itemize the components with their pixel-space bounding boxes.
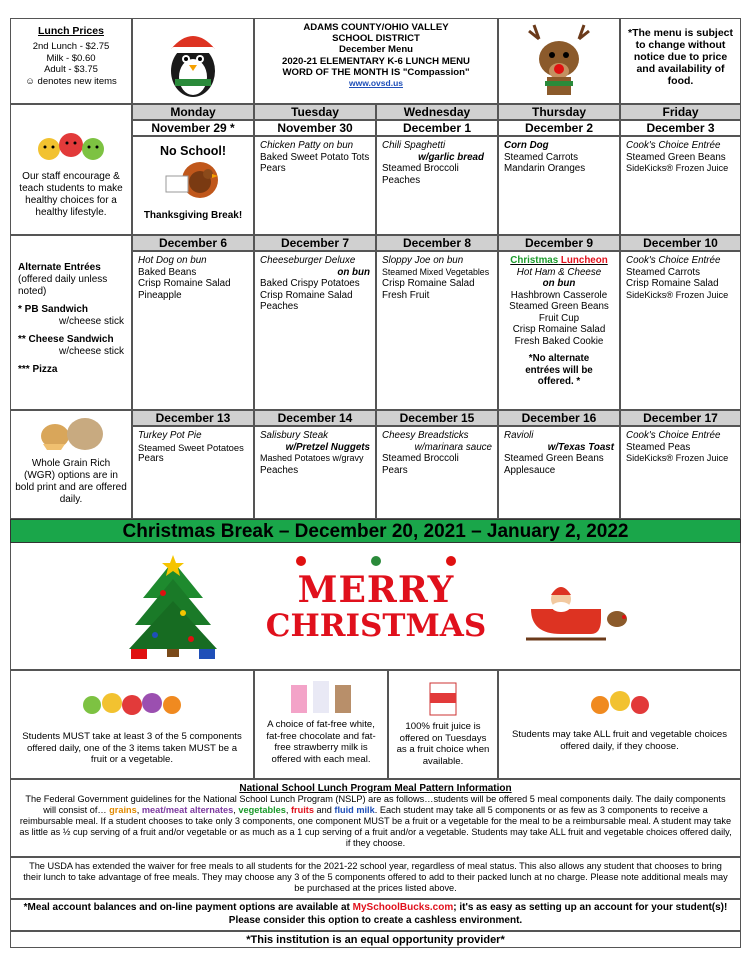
menu-notice: *The menu is subject to change without notice due to price and availability of food. bbox=[620, 18, 741, 104]
menu-item: Fruit Cup bbox=[538, 312, 580, 324]
nslp-section: National School Lunch Program Meal Pattern Information The Federal Government guidelines for the National School Lunch Program (NSLP) are as follows…students will be offered 5 meal components daily. The daily components will consist of… grains, meat/meat alternates, vegetables, fruits and fluid milk. Each student may take all 5 components or as few as 3 components to receive a reimbursable meal. If a student chooses to take only 3 components, one component MUST be a fruit or a vegetable for the meal to be a reimbursable meal. A student may take as little as ½ cup serving of a fruit and/or vegetable or as much as a 1 cup serving of a fruit and/or a vegetable. Students may take ALL fruit and vegetable choices offered daily, if they choose. bbox=[10, 779, 741, 857]
menu-item: Hashbrown Casserole bbox=[510, 289, 608, 301]
menu-dec3 bbox=[620, 136, 741, 235]
fruit-characters-icon bbox=[11, 121, 131, 171]
meal-account-notice bbox=[10, 899, 741, 931]
date-dec6: December 6 bbox=[132, 235, 254, 251]
lunch-prices-title: Lunch Prices bbox=[38, 25, 104, 37]
menu-item: Cook's Choice Entrée bbox=[626, 255, 721, 266]
components-rule: Students MUST take at least 3 of the 5 components offered daily, one of the 3 items taken MUST be a fruit or a vegetable. bbox=[22, 731, 242, 765]
menu-item: Hot Dog on bun bbox=[138, 255, 207, 266]
menu-item: Crisp Romaine Salad bbox=[138, 278, 231, 289]
christmas-tree-icon bbox=[123, 553, 223, 661]
menu-dec16 bbox=[498, 426, 620, 519]
info-milk bbox=[254, 670, 388, 779]
thanksgiving-note: Thanksgiving Break! bbox=[143, 209, 243, 221]
no-school-title: No School! bbox=[160, 144, 226, 158]
christmas-luncheon-title-a: Christmas bbox=[510, 255, 559, 266]
menu-item: SideKicks® Frozen Juice bbox=[626, 289, 729, 300]
christmas-images-row bbox=[10, 543, 741, 670]
veggie-group-icon bbox=[580, 677, 660, 721]
menu-item: Cook's Choice Entrée bbox=[626, 140, 721, 151]
alt-option-1: * PB Sandwich bbox=[18, 304, 89, 315]
menu-item: Steamed Carrots bbox=[504, 151, 579, 163]
menu-item: Pineapple bbox=[138, 289, 182, 301]
turkey-icon bbox=[138, 158, 248, 204]
date-dec13: December 13 bbox=[132, 410, 254, 426]
menu-item: on bun bbox=[542, 278, 576, 289]
menu-dec15 bbox=[376, 426, 498, 519]
menu-dec10 bbox=[620, 251, 741, 410]
menu-item: Steamed Carrots bbox=[626, 266, 701, 278]
date-dec1: December 1 bbox=[376, 120, 498, 136]
menu-item: Peaches bbox=[260, 301, 299, 312]
district-header bbox=[254, 18, 498, 104]
menu-dec8 bbox=[376, 251, 498, 410]
week1-side-cell bbox=[10, 104, 132, 235]
wgr-box bbox=[10, 410, 132, 519]
menu-item: Steamed Sweet Potatoes bbox=[138, 441, 244, 453]
menu-item: Baked Crispy Potatoes bbox=[260, 278, 360, 289]
new-items-note: ☺ denotes new items bbox=[25, 75, 117, 87]
menu-item: w/marinara sauce bbox=[414, 441, 492, 453]
merry-christmas-graphic bbox=[261, 551, 491, 663]
menu-item: SideKicks® Frozen Juice bbox=[626, 163, 729, 173]
fruit-veg-info: Students may take ALL fruit and vegetable choices offered daily, if they choose. bbox=[511, 729, 728, 752]
date-dec3: December 3 bbox=[620, 120, 741, 136]
district-name-2: SCHOOL DISTRICT bbox=[332, 33, 420, 45]
lunch-prices-box bbox=[10, 18, 132, 104]
menu-nov29 bbox=[132, 136, 254, 235]
comp-milk: fluid milk bbox=[334, 805, 375, 815]
info-juice bbox=[388, 670, 498, 779]
no-alternates-note: *No alternate entrées will be offered. * bbox=[525, 353, 593, 387]
reindeer-image bbox=[498, 18, 620, 104]
menu-dec17 bbox=[620, 426, 741, 519]
menu-item: Turkey Pot Pie bbox=[138, 430, 202, 441]
menu-item: Steamed Green Beans bbox=[504, 453, 604, 464]
holly-icon bbox=[261, 551, 491, 571]
alt-option-1-detail: w/cheese stick bbox=[58, 316, 124, 327]
menu-item: w/Pretzel Nuggets bbox=[285, 441, 370, 453]
menu-item: Steamed Green Beans bbox=[626, 151, 726, 163]
menu-item: SideKicks® Frozen Juice bbox=[626, 453, 729, 463]
alt-option-3: *** Pizza bbox=[18, 364, 58, 375]
day-monday: Monday bbox=[132, 104, 254, 120]
grain-icon bbox=[15, 414, 127, 454]
menu-dec6 bbox=[132, 251, 254, 410]
day-wednesday: Wednesday bbox=[376, 104, 498, 120]
milk-info: A choice of fat-free white, fat-free chocolate and fat-free strawberry milk is offered with each meal. bbox=[266, 719, 376, 765]
menu-dec9 bbox=[498, 251, 620, 410]
menu-item: Applesauce bbox=[504, 464, 556, 476]
menu-item: Pears bbox=[382, 464, 408, 476]
menu-item: Crisp Romaine Salad bbox=[512, 324, 606, 335]
menu-item: on bun bbox=[337, 266, 370, 278]
christmas-text: CHRISTMAS bbox=[265, 608, 487, 644]
santa-sleigh-icon bbox=[521, 579, 631, 649]
day-friday: Friday bbox=[620, 104, 741, 120]
alt-title: Alternate Entrées bbox=[18, 262, 101, 273]
christmas-luncheon-title-b: Luncheon bbox=[560, 255, 608, 266]
date-dec2: December 2 bbox=[498, 120, 620, 136]
menu-item: Peaches bbox=[260, 464, 299, 476]
menu-item: w/garlic bread bbox=[418, 151, 484, 163]
comp-vegetables: vegetables bbox=[238, 805, 286, 815]
menu-item: Hot Ham & Cheese bbox=[516, 266, 602, 278]
price-adult: Adult - $3.75 bbox=[44, 64, 98, 75]
menu-item: Steamed Broccoli bbox=[382, 453, 459, 464]
myschoolbucks-link[interactable]: MySchoolBucks.com bbox=[352, 902, 454, 913]
menu-item: Crisp Romaine Salad bbox=[382, 278, 475, 289]
menu-item: Steamed Green Beans bbox=[509, 301, 609, 312]
menu-dec2 bbox=[498, 136, 620, 235]
vegetable-characters-icon bbox=[72, 677, 192, 721]
alt-subtitle: (offered daily unless noted) bbox=[18, 274, 108, 297]
menu-dec14 bbox=[254, 426, 376, 519]
christmas-break-banner: Christmas Break – December 20, 2021 – January 2, 2022 bbox=[10, 519, 741, 543]
comp-grains: grains bbox=[109, 805, 137, 815]
alt-option-2: ** Cheese Sandwich bbox=[18, 334, 114, 345]
comp-meat: meat/meat alternates bbox=[141, 805, 234, 815]
menu-item: Steamed Mixed Vegetables bbox=[382, 266, 490, 277]
price-milk: Milk - $0.60 bbox=[46, 52, 96, 64]
menu-item: Crisp Romaine Salad bbox=[626, 278, 719, 289]
juice-info: 100% fruit juice is offered on Tuesdays as a fruit choice when available. bbox=[396, 721, 490, 767]
day-tuesday: Tuesday bbox=[254, 104, 376, 120]
merry-text: MERRY bbox=[297, 569, 455, 611]
menu-dec13 bbox=[132, 426, 254, 519]
menu-item: Sloppy Joe on bun bbox=[382, 255, 464, 266]
info-fruit-veg bbox=[498, 670, 741, 779]
menu-item: Baked Sweet Potato Tots bbox=[260, 151, 370, 163]
date-dec16: December 16 bbox=[498, 410, 620, 426]
menu-month: December Menu bbox=[338, 44, 414, 56]
date-dec9: December 9 bbox=[498, 235, 620, 251]
date-dec10: December 10 bbox=[620, 235, 741, 251]
day-thursday: Thursday bbox=[498, 104, 620, 120]
date-dec7: December 7 bbox=[254, 235, 376, 251]
district-link[interactable]: www.ovsd.us bbox=[348, 78, 403, 89]
comp-fruits: fruits bbox=[290, 805, 314, 815]
nslp-title: National School Lunch Program Meal Pattern Information bbox=[239, 783, 512, 794]
menu-item: Fresh Baked Cookie bbox=[514, 335, 604, 347]
date-dec17: December 17 bbox=[620, 410, 741, 426]
menu-item: Chili Spaghetti bbox=[382, 140, 446, 151]
menu-item: Mandarin Oranges bbox=[504, 163, 586, 174]
menu-item: Cheesy Breadsticks bbox=[382, 430, 469, 441]
usda-waiver: The USDA has extended the waiver for free meals to all students for the 2021-22 school year, regardless of meal status. This also allows any student that chooses to bring their lunch to take advantage of free meals. They may choose any 3 of the 5 components offered to add to their packed lunch at no charge. Please note additional meals may be purchased at the prices listed above. bbox=[10, 857, 741, 899]
menu-item: Salisbury Steak bbox=[260, 430, 329, 441]
date-dec14: December 14 bbox=[254, 410, 376, 426]
menu-item: Steamed Peas bbox=[626, 441, 691, 453]
date-nov29: November 29 * bbox=[132, 120, 254, 136]
alternate-entrees-box bbox=[10, 235, 132, 410]
date-dec8: December 8 bbox=[376, 235, 498, 251]
nslp-text-1: The Federal Government guidelines for the National School Lunch Program (NSLP) are as follows…students will be offered 5 meal components daily. The daily components will consist of… bbox=[25, 794, 726, 815]
word-of-month: WORD OF THE MONTH IS "Compassion" bbox=[282, 66, 470, 78]
date-dec15: December 15 bbox=[376, 410, 498, 426]
account-text-pre: *Meal account balances and on-line payment options are available at bbox=[23, 902, 353, 913]
menu-item: Cook's Choice Entrée bbox=[626, 430, 721, 441]
menu-item: Fresh Fruit bbox=[382, 289, 430, 301]
menu-item: Pears bbox=[138, 453, 164, 464]
healthy-choices-text: Our staff encourage & teach students to make healthy choices for a healthy lifestyle. bbox=[19, 171, 123, 218]
menu-dec1 bbox=[376, 136, 498, 235]
menu-item: Steamed Broccoli bbox=[382, 163, 459, 174]
menu-title: 2020-21 ELEMENTARY K-6 LUNCH MENU bbox=[281, 55, 470, 67]
info-components bbox=[10, 670, 254, 779]
district-name: ADAMS COUNTY/OHIO VALLEY bbox=[303, 22, 449, 33]
menu-item: w/Texas Toast bbox=[547, 441, 614, 453]
menu-item: Cheeseburger Deluxe bbox=[260, 255, 356, 266]
menu-nov30 bbox=[254, 136, 376, 235]
menu-dec7 bbox=[254, 251, 376, 410]
penguin-image bbox=[132, 18, 254, 104]
menu-item: Corn Dog bbox=[504, 140, 549, 151]
menu-item: Baked Beans bbox=[138, 266, 197, 278]
menu-item: Mashed Potatoes w/gravy bbox=[260, 453, 364, 463]
date-nov30: November 30 bbox=[254, 120, 376, 136]
menu-item: Ravioli bbox=[504, 430, 534, 441]
price-2nd-lunch: 2nd Lunch - $2.75 bbox=[32, 41, 110, 52]
alt-option-2-detail: w/cheese stick bbox=[58, 346, 124, 357]
nslp-text-2: Each student may take all 5 components or as few as 3 components to receive a reimbursable meal. If a student chooses to take only 3 components, one component MUST be a fruit or a vegetable for the meal to be a reimbursable meal. A student may take as little as ½ cup serving of a fruit and/or vegetable or as much as a 1 cup serving of a fruit and/or a vegetable. Students may take ALL fruit and vegetable choices offered daily, if they choose. bbox=[19, 805, 732, 848]
menu-page bbox=[10, 18, 741, 948]
menu-item: Crisp Romaine Salad bbox=[260, 289, 353, 301]
menu-item: Pears bbox=[260, 163, 286, 174]
milk-cartons-icon bbox=[281, 675, 361, 715]
menu-item: Chicken Patty on bun bbox=[260, 140, 354, 151]
menu-item: Peaches bbox=[382, 174, 421, 186]
wgr-note: Whole Grain Rich (WGR) options are in bold print and are offered daily. bbox=[15, 458, 127, 505]
juice-carton-icon bbox=[418, 675, 468, 717]
equal-opportunity-footer: *This institution is an equal opportunity provider* bbox=[10, 931, 741, 948]
account-text-post: ; it's as easy as setting up an account for your student(s)! Please consider this option to create a cashless environment. bbox=[228, 902, 728, 926]
